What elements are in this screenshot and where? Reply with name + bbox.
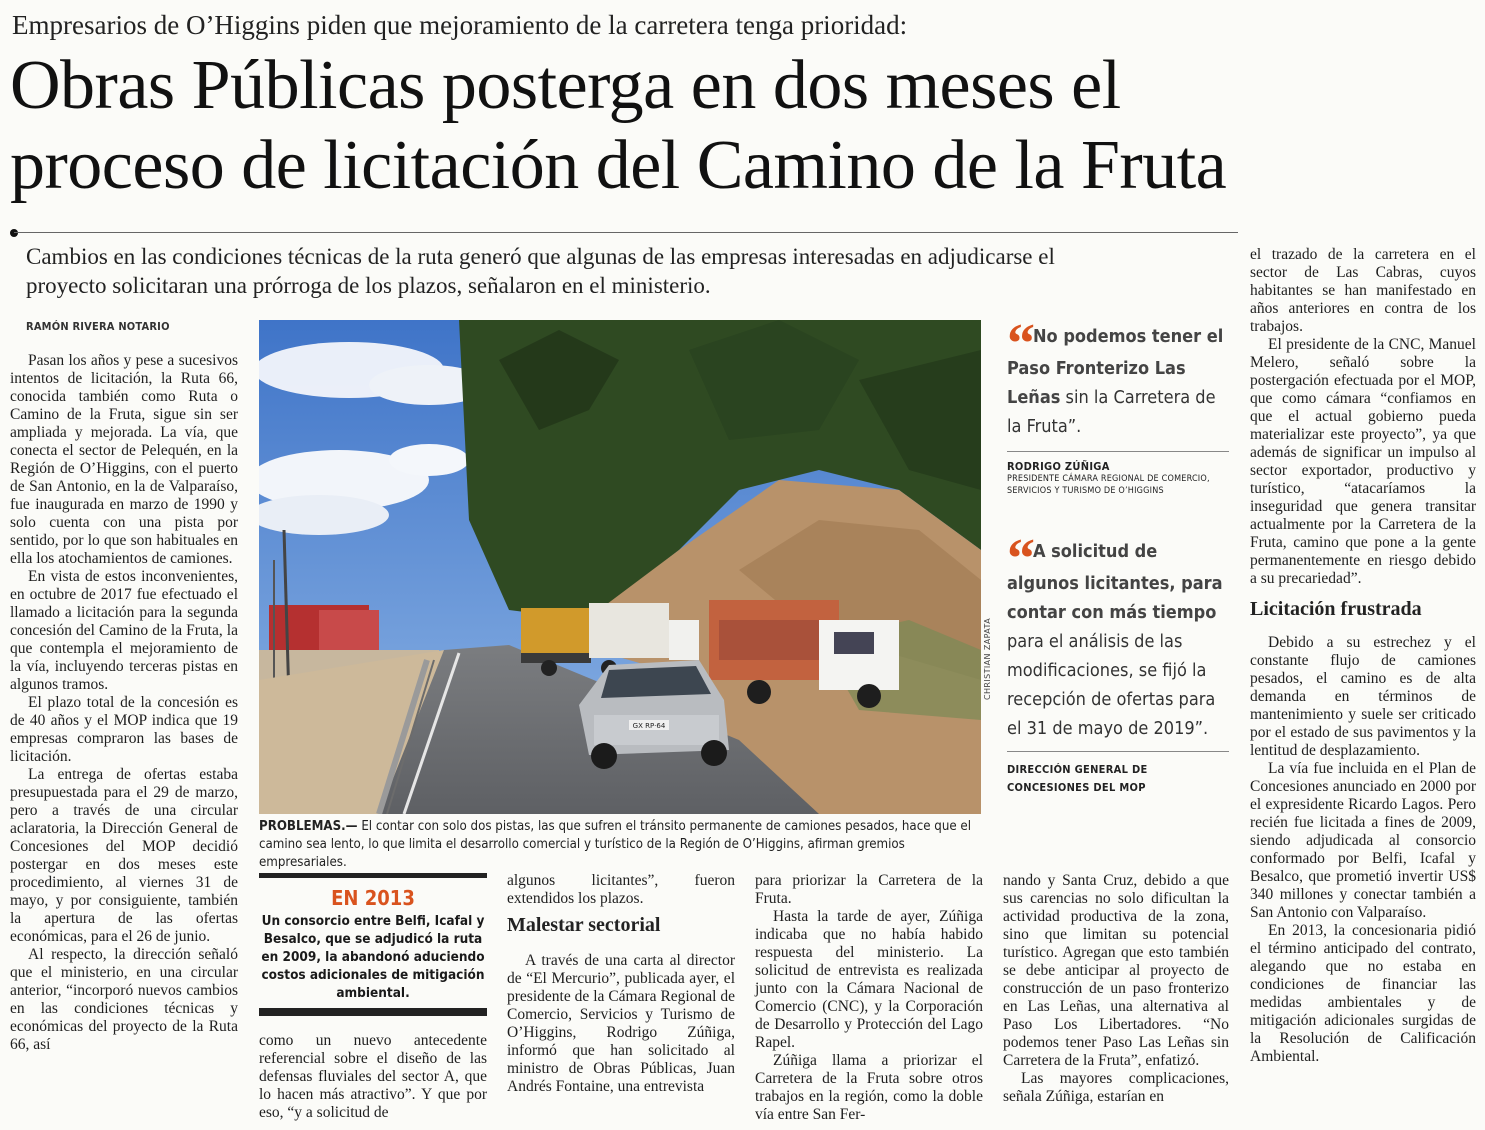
article-column-4: [755, 872, 983, 1124]
quote-mark-icon: “: [1007, 528, 1029, 590]
paragraph: A través de una carta al director de “El Mercurio”, publicada ayer, el presidente de la Cámara Regional de Comercio, Servicios y Turismo de O’Higgins, Rodrigo Zúñiga, informó que han solicitado al ministro de Obras Públicas, Juan Andrés Fontaine, una entrevista: [507, 952, 735, 1095]
caption-label: PROBLEMAS.—: [259, 819, 358, 834]
quote-author: DIRECCIÓN GENERAL DE CONCESIONES DEL MOP: [1007, 763, 1148, 794]
quote-rest: para el análisis de las modificaciones, se fijó la recepción de ofertas para el 31 de mayo de 2019”.: [1007, 631, 1216, 739]
pull-quote-1: [1007, 313, 1229, 441]
paragraph: Las mayores complicaciones, señala Zúñiga, estarían en: [1003, 1070, 1229, 1105]
paragraph: En vista de estos inconvenientes, en octubre de 2017 fue efectuado el llamado a licitación para la segunda concesión del Camino de la Fruta, la que contempla el mejoramiento de la vía, incluyendo terceras pistas en algunos tramos.: [10, 568, 238, 693]
quote-author: RODRIGO ZÚÑIGA: [1007, 460, 1110, 473]
paragraph: el trazado de la carretera en el sector de Las Cabras, cuyos habitantes se han manifestado en años anteriores en contra de los trabajos.: [1250, 246, 1476, 335]
article-column-6: [1250, 246, 1476, 1066]
pull-quote-2: [1007, 528, 1229, 743]
license-plate: GX RP·64: [632, 722, 666, 730]
paragraph: Pasan los años y pese a sucesivos intentos de licitación, la Ruta 66, conocida también como Ruta o Camino de la Fruta, sigue sin ser ampliada y mejorada. La vía, que conecta el sector de Pelequén, en la Región de O’Higgins, con el puerto de San Antonio, en la de Valparaíso, fue inaugurada en marzo de 1990 y solo cuenta con una pista por sentido, por lo que son habituales en ella los atochamientos de camiones.: [10, 352, 238, 567]
deck: Cambios en las condiciones técnicas de la ruta generó que algunas de las empresas interesadas en adjudicarse el proyecto solicitaran una prórroga de los plazos, señalaron en el ministerio.: [26, 244, 1055, 298]
paragraph: para priorizar la Carretera de la Fruta.: [755, 872, 983, 907]
paragraph: La vía fue incluida en el Plan de Concesiones anunciado en 2000 por el expresidente Ricardo Lagos. Pero recién fue licitada a fines de 2009, siendo adjudicada al consorcio conformado por Belfi, Icafal y Besalco, que prometió invertir US$ 340 millones y conectar también a San Antonio con Valparaíso.: [1250, 760, 1476, 921]
headline: [10, 46, 1410, 206]
article-column-3: [507, 872, 735, 1096]
quote-rest: sin la Carretera de la Fruta”.: [1007, 387, 1216, 437]
paragraph: El presidente de la CNC, Manuel Melero, señaló sobre la postergación efectuada por el MOP, que como cámara “confiamos en que el actual gobierno pueda materializar este proyecto”, ya que además de significar un impulso al sector exportador, productivo y turístico, “atacaríamos la inseguridad que genera transitar actualmente por la Carretera de la Fruta, camino que pone a la gente permanentemente en riesgo debido a su precariedad”.: [1250, 336, 1476, 587]
paragraph: Debido a su estrechez y el constante flujo de camiones pesados, el camino es de alta demanda en términos de mantenimiento y suele ser criticado por el estado de sus pavimentos y la lentitud de desplazamiento.: [1250, 634, 1476, 759]
article-column-1: [10, 352, 238, 1054]
quote-strong: A solicitud de algunos licitantes, para contar con más tiempo: [1007, 541, 1223, 623]
quote-attribution-2: [1007, 761, 1167, 797]
paragraph: como un nuevo antecedente referencial sobre el diseño de las defensas fluviales del sector A, que lo hacen más atractivo”. Y que por eso, “y a solicitud de: [259, 1032, 487, 1121]
paragraph: El plazo total de la concesión es de 40 años y el MOP indica que 19 empresas compraron las bases de licitación.: [10, 694, 238, 765]
photo-caption: [259, 818, 984, 872]
paragraph: nando y Santa Cruz, debido a que sus carencias no solo dificultan la actividad productiva de la zona, sino que limitan su potencial turístico. Agregan que esto también se debe anticipar al proyecto de construcción de un paso fronterizo en Las Leñas, una alternativa al Paso Los Libertadores. “No podemos tener Paso Las Leñas sin Carretera de la Fruta”, enfatizó.: [1003, 872, 1229, 1069]
paragraph: Zúñiga llama a priorizar el Carretera de la Fruta sobre otros trabajos en la región, como la doble vía entre San Fer-: [755, 1052, 983, 1123]
box-text: Un consorcio entre Belfi, Icafal y Besalco, que se adjudicó la ruta en 2009, la abandonó aduciendo costos adicionales de mitigación ambiental.: [261, 913, 485, 1001]
paragraph: Al respecto, la dirección señaló que el ministerio, en una circular anterior, “incorporó nuevos cambios en las condiciones técnicas y económicas del proyecto de la Ruta 66, así: [10, 946, 238, 1053]
box-label: EN 2013: [331, 886, 415, 910]
subhead-malestar: Malestar sectorial: [507, 914, 661, 936]
road-photo-illustration: [259, 320, 981, 814]
article-column-2: [259, 1032, 487, 1122]
quote-attribution-1: [1007, 460, 1229, 497]
paragraph: algunos licitantes”, fueron extendidos los plazos.: [507, 872, 735, 907]
sidebar-box: [259, 873, 487, 1016]
paragraph: Hasta la tarde de ayer, Zúñiga indicaba que no había habido respuesta del ministerio. La solicitud de entrevista es realizada junto con la Cámara Nacional de Comercio (CNC), y la Corporación de Desarrollo y Protección del Lago Rapel.: [755, 908, 983, 1051]
paragraph: En 2013, la concesionaria pidió el término anticipado del contrato, alegando que no estaba en condiciones de financiar las medidas ambientales y de mitigación adicionales surgidas de la Resolución de Calificación Ambiental.: [1250, 922, 1476, 1065]
headline-line-1: Obras Públicas posterga en dos meses el: [10, 47, 1121, 124]
photo-credit: CHRISTIAN ZAPATA: [983, 617, 992, 700]
subhead-licitacion: Licitación frustrada: [1250, 598, 1422, 620]
quote-author-role: PRESIDENTE CÁMARA REGIONAL DE COMERCIO, SERVICIOS Y TURISMO DE O’HIGGINS: [1007, 474, 1210, 496]
paragraph: La entrega de ofertas estaba presupuestada para el 29 de marzo, pero a través de una circular aclaratoria, la Dirección General de Concesiones del MOP decidió postergar en dos meses este procedimiento, al viernes 31 de mayo, y por consiguiente, también la apertura de las ofertas económicas, para el 26 de junio.: [10, 766, 238, 945]
article-column-5: [1003, 872, 1229, 1106]
kicker: Empresarios de O’Higgins piden que mejoramiento de la carretera tenga prioridad:: [12, 10, 908, 40]
byline: RAMÓN RIVERA NOTARIO: [26, 320, 170, 333]
section-rule: [10, 229, 1238, 237]
road-photo: [259, 320, 981, 814]
caption-text: El contar con solo dos pistas, las que sufren el tránsito permanente de camiones pesados, hace que el camino sea lento, lo que limita el desarrollo comercial y turístico de la Región de O’Higgins, afirman gremios empresariales.: [259, 819, 972, 870]
quote-mark-icon: “: [1007, 313, 1029, 375]
headline-line-2: proceso de licitación del Camino de la Fruta: [10, 127, 1227, 204]
bullet-dot-icon: [10, 229, 18, 237]
quote-strong: No podemos tener el Paso Fronterizo Las Leñas: [1007, 326, 1224, 408]
